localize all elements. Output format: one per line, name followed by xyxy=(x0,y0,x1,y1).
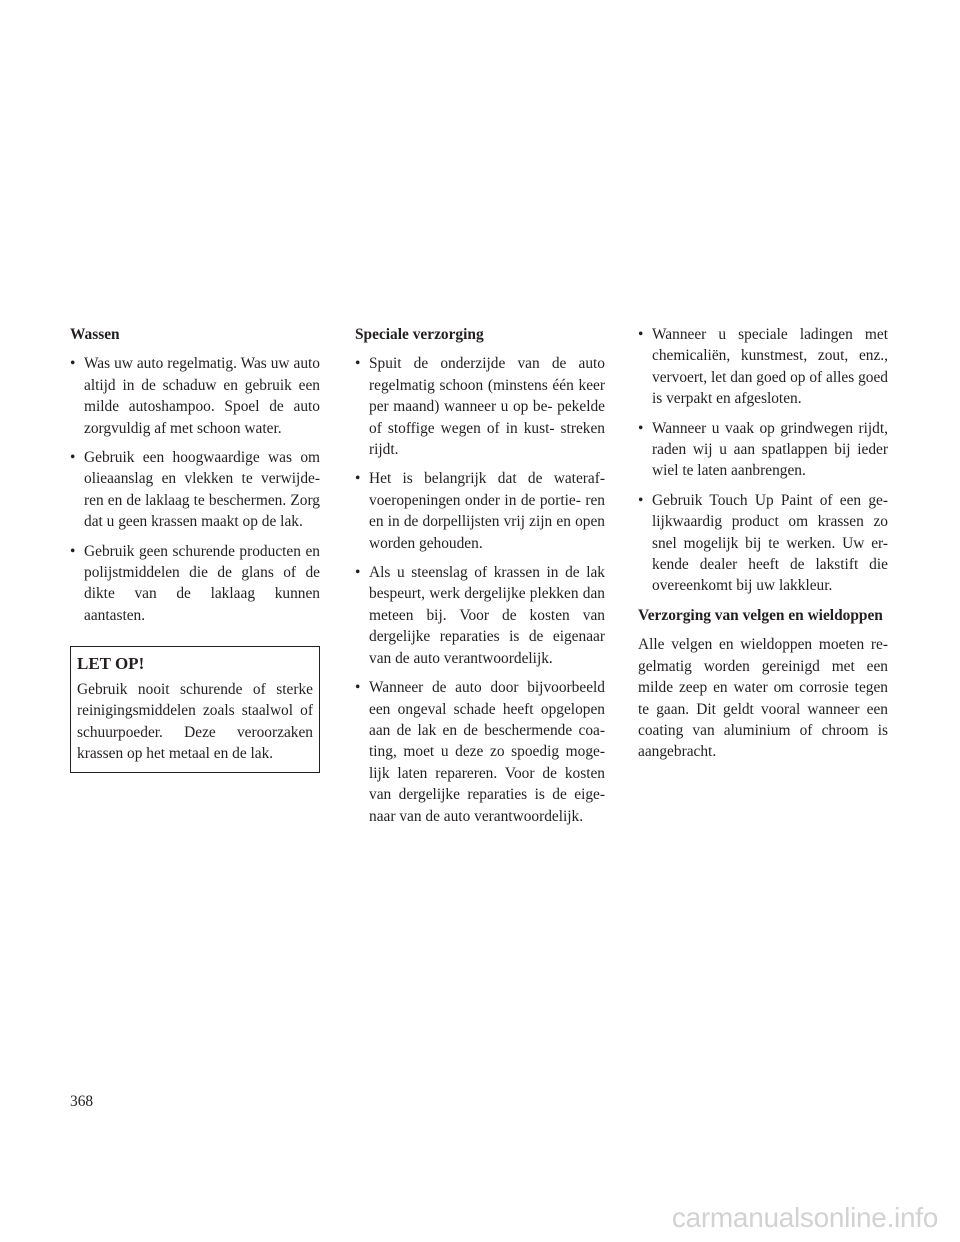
list-item: • Als u steenslag of krassen in de lak bespeurt, werk dergelijke plekken dan meteen bij. Voor de kosten van dergelijke reparaties is de eigenaar van de auto verantwoordelijk. xyxy=(355,562,605,669)
section-heading-speciale-verzorging: Speciale verzorging xyxy=(355,326,484,343)
list-item: • Wanneer u vaak op grindwegen rijdt, raden wij u aan spatlappen bij ieder wiel te laten aanbrengen. xyxy=(638,418,888,482)
column-1 xyxy=(70,324,320,773)
caution-title: LET OP! xyxy=(77,654,145,674)
caution-text: Gebruik nooit schurende of sterke reinigingsmiddelen zoals staalwol of schuurpoeder. Deze veroorzaken krassen op het metaal en de lak. xyxy=(77,680,313,762)
watermark: carmanualsonline.info xyxy=(671,1202,938,1233)
bullet-icon: • xyxy=(70,542,76,560)
paragraph: Alle velgen en wieldoppen moeten re- gelmatig worden gereinigd met een milde zeep en water om corrosie tegen te gaan. Dit geldt vooral wanneer een coating van aluminium of chroom is aangebracht. xyxy=(638,636,888,761)
page-number: 368 xyxy=(70,1093,94,1110)
column-2 xyxy=(355,324,605,835)
bullet-icon: • xyxy=(355,470,361,488)
bullet-icon: • xyxy=(355,564,361,582)
section-heading-velgen: Verzorging van velgen en wieldoppen xyxy=(638,606,883,624)
list-item: • Spuit de onderzijde van de auto regelmatig schoon (minstens één keer per maand) wanneer u op be- pekelde of stoffige wegen of in kust- streken rijdt. xyxy=(355,353,605,460)
list-item: • Wanneer u speciale ladingen met chemicaliën, kunstmest, zout, enz., vervoert, let dan goed op of alles goed is verpakt en afgesloten. xyxy=(638,324,888,410)
list-item: • Gebruik een hoogwaardige was om olieaanslag en vlekken te verwijde- ren en de laklaag te beschermen. Zorg dat u geen krassen maakt op de lak. xyxy=(70,447,320,533)
section-heading-wassen: Wassen xyxy=(70,326,120,343)
list-item: • Gebruik Touch Up Paint of een ge- lijkwaardig product om krassen zo snel mogelijk bij te werken. Uw er- kende dealer heeft de lakstift die overeenkomt bij uw lakkleur. xyxy=(638,490,888,597)
column-3 xyxy=(638,324,888,771)
bullet-icon: • xyxy=(638,419,644,437)
list-item: • Was uw auto regelmatig. Was uw auto altijd in de schaduw en gebruik een milde autoshampoo. Spoel de auto zorgvuldig af met schoon water. xyxy=(70,353,320,439)
bullet-icon: • xyxy=(638,326,644,343)
bullet-icon: • xyxy=(355,355,361,373)
bullet-icon: • xyxy=(70,449,76,467)
list-item: • Gebruik geen schurende producten en polijstmiddelen die de glans of de dikte van de laklaag kunnen aantasten. xyxy=(70,541,320,627)
bullet-icon: • xyxy=(638,491,644,509)
list-item: • Wanneer de auto door bijvoorbeeld een ongeval schade heeft opgelopen aan de lak en de beschermende coa- ting, moet u deze zo spoedig moge- lijk laten repareren. Voor de kosten van dergelijke reparaties is de eige- naar van de auto verantwoordelijk. xyxy=(355,677,605,827)
bullet-icon: • xyxy=(70,355,76,373)
list-item: • Het is belangrijk dat de wateraf- voeropeningen onder in de portie- ren en in de dorpellijsten vrij zijn en open worden gehouden. xyxy=(355,468,605,554)
caution-box xyxy=(70,646,320,773)
bullet-icon: • xyxy=(355,679,361,697)
